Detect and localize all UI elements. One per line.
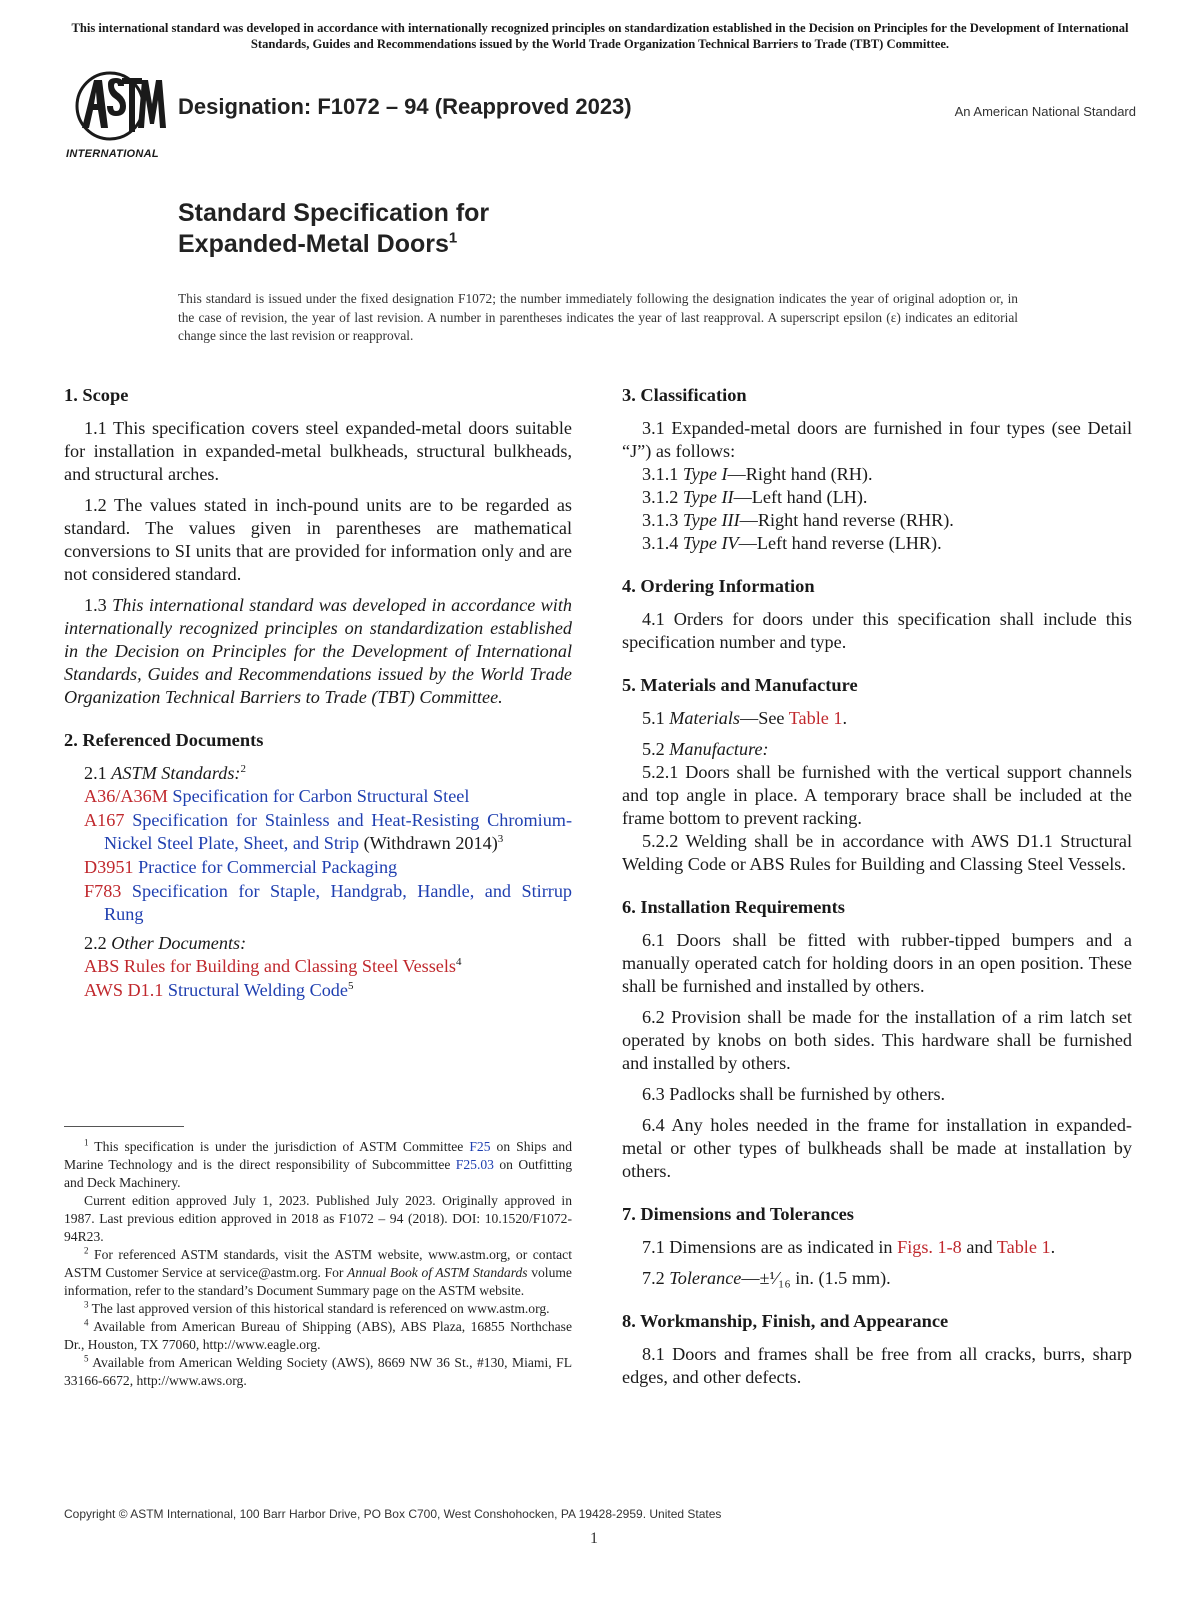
- paragraph-2-1-number: 2.1: [84, 763, 107, 783]
- footnote-mark-2: 2: [240, 762, 246, 775]
- type-4: [622, 532, 1132, 555]
- section-7-heading: 7. Dimensions and Tolerances: [622, 1204, 854, 1224]
- reference-title-link[interactable]: Structural Welding Code: [167, 980, 348, 1000]
- footnote-3: [64, 1300, 572, 1318]
- paragraph-1-3: [64, 594, 572, 709]
- section-8-heading: 8. Workmanship, Finish, and Appearance: [622, 1311, 949, 1331]
- committee-f25-link[interactable]: F25: [469, 1139, 491, 1154]
- footnote-mark-3: 3: [497, 832, 504, 845]
- section-1-heading: 1. Scope: [64, 385, 129, 405]
- reference-f783: [64, 880, 572, 926]
- reference-aws: [64, 979, 572, 1002]
- reference-title-link[interactable]: Specification for Stainless and Heat-Resisting Chromium-Nickel Steel Plate, Sheet, and Strip: [104, 810, 573, 853]
- footnote-divider: [64, 1126, 184, 1127]
- astm-logo: [64, 68, 174, 168]
- reference-a36: [64, 785, 572, 808]
- type-name: Type IV: [682, 533, 739, 553]
- paragraph-7-1-end: .: [1050, 1237, 1056, 1257]
- paragraph-2-2: [64, 932, 572, 955]
- designation: Designation: F1072 – 94 (Reapproved 2023): [178, 94, 632, 119]
- title-line-2: Expanded-Metal Doors: [178, 230, 449, 258]
- copyright: Copyright © ASTM International, 100 Barr Harbor Drive, PO Box C700, West Conshohocken, PA 19428-2959. United States: [64, 1507, 722, 1521]
- type-description: —Left hand (LH).: [733, 487, 868, 507]
- footnote-4: [64, 1318, 572, 1354]
- reference-code-link[interactable]: A167: [84, 810, 125, 830]
- type-description: —Right hand (RH).: [727, 464, 873, 484]
- paragraph-1-3-text: This international standard was developed in accordance with internationally recognized principles on standardization established in the Decision on Principles for the Development of International Standards, Guides and Recommendations issued by the World Trade Organization Technical Barriers to Trade (TBT) Committee.: [64, 595, 573, 707]
- paragraph-6-2: 6.2 Provision shall be made for the installation of a rim latch set operated by knobs on both sides. This hardware shall be furnished and installed by others.: [622, 1007, 1132, 1073]
- footnote-1-text: This specification is under the jurisdiction of ASTM Committee: [94, 1139, 470, 1154]
- footnote-5: [64, 1354, 572, 1390]
- footnote-1-text-3: on Outfitting and Deck Machinery.: [64, 1157, 572, 1190]
- logo-subtitle: INTERNATIONAL: [66, 148, 159, 160]
- paragraph-7-1: [622, 1236, 1132, 1259]
- type-description: —Right hand reverse (RHR).: [739, 510, 954, 530]
- footnote-2-mark: 2: [84, 1245, 89, 1256]
- paragraph-7-2-text: —±¹⁄₁₆ in. (1.5 mm).: [741, 1268, 891, 1288]
- footnote-1-mark: 1: [84, 1137, 89, 1148]
- type-name: Type I: [682, 464, 728, 484]
- figs-link[interactable]: Figs. 1-8: [897, 1237, 962, 1257]
- paragraph-5-2-2: 5.2.2 Welding shall be in accordance with AWS D1.1 Structural Welding Code or ABS Rules for Building and Classing Steel Vessels.: [622, 831, 1132, 874]
- paragraph-1-2: 1.2 The values stated in inch-pound units are to be regarded as standard. The values given in parentheses are mathematical conversions to SI units that are provided for information only and are not considered standard.: [64, 495, 572, 584]
- paragraph-2-1: [64, 762, 572, 785]
- page-number: 1: [590, 1530, 598, 1547]
- paragraph-5-1-end: .: [842, 708, 848, 728]
- reference-code-link[interactable]: AWS D1.1: [84, 980, 164, 1000]
- paragraph-2-2-number: 2.2: [84, 933, 107, 953]
- footnote-1-edition: Current edition approved July 1, 2023. Published July 2023. Originally approved in 1987. Last previous edition approved in 2018 as F1072 – 94 (2018). DOI: 10.1520/F1072-94R23.: [64, 1193, 572, 1244]
- preamble: This standard is issued under the fixed designation F1072; the number immediately following the designation indicates the year of original adoption or, in the case of revision, the year of last revision. A number in parentheses indicates the year of last reapproval. A superscript epsilon (ε) indicates an editorial change since the last revision or reapproval.: [178, 291, 1018, 343]
- footnote-5-mark: 5: [84, 1353, 89, 1364]
- type-number: 3.1.4: [642, 533, 679, 553]
- paragraph-5-2-label: Manufacture:: [669, 739, 769, 759]
- type-name: Type II: [682, 487, 734, 507]
- type-3: [622, 509, 1132, 532]
- right-column: [622, 384, 1132, 1397]
- title-footnote-mark: 1: [448, 229, 458, 247]
- wto-notice: This international standard was developed in accordance with internationally recognized principles on standardization established in the Decision on Principles for the Development of International Standards, Guides and Recommendations issued by the World Trade Organization Technical Barriers to Trade (TBT) Committee.: [71, 21, 1129, 51]
- paragraph-5-2-number: 5.2: [642, 739, 665, 759]
- footnote-1-text-2: on Ships and Marine Technology and is the direct responsibility of Subcommittee: [64, 1139, 573, 1172]
- paragraph-5-2: [622, 738, 1132, 761]
- footnote-2-italic: Annual Book of ASTM Standards: [347, 1265, 528, 1280]
- paragraph-7-1-and: and: [961, 1237, 997, 1257]
- type-name: Type III: [682, 510, 740, 530]
- type-number: 3.1.1: [642, 464, 679, 484]
- paragraph-6-4: 6.4 Any holes needed in the frame for installation in expanded-metal or other types of bulkheads shall be made at installation by others.: [622, 1115, 1132, 1181]
- reference-title-link[interactable]: Specification for Carbon Structural Steel: [172, 786, 470, 806]
- reference-title-link[interactable]: Practice for Commercial Packaging: [138, 857, 398, 877]
- footnote-2: [64, 1246, 572, 1300]
- paragraph-5-1-label: Materials: [669, 708, 741, 728]
- paragraph-1-1: 1.1 This specification covers steel expanded-metal doors suitable for installation in expanded-metal bulkheads, structural bulkheads, and structural arches.: [64, 418, 572, 484]
- table-1-link[interactable]: Table 1: [788, 708, 843, 728]
- reference-a167: [64, 809, 572, 855]
- reference-abs: [64, 955, 572, 978]
- type-1: [622, 463, 1132, 486]
- reference-code-link[interactable]: D3951: [84, 857, 134, 877]
- document-title: [178, 198, 489, 260]
- paragraph-1-3-number: 1.3: [84, 595, 107, 615]
- subcommittee-f2503-link[interactable]: F25.03: [455, 1157, 494, 1172]
- footnote-2-text-2: volume information, refer to the standard’s Document Summary page on the ASTM website.: [64, 1265, 572, 1298]
- reference-withdrawn-note: (Withdrawn 2014): [359, 833, 498, 853]
- footnote-4-text: Available from American Bureau of Shipping (ABS), ABS Plaza, 16855 Northchase Dr., Houston, TX 77060, http://www.eagle.org.: [64, 1319, 572, 1352]
- section-6-heading: 6. Installation Requirements: [622, 897, 845, 917]
- type-description: —Left hand reverse (LHR).: [738, 533, 942, 553]
- paragraph-8-1: 8.1 Doors and frames shall be free from all cracks, burrs, sharp edges, and other defects.: [622, 1344, 1132, 1387]
- paragraph-7-2-number: 7.2: [642, 1268, 665, 1288]
- footnote-mark-4: 4: [456, 955, 462, 968]
- footnote-4-mark: 4: [84, 1317, 89, 1328]
- paragraph-7-2: [622, 1267, 1132, 1290]
- section-5-heading: 5. Materials and Manufacture: [622, 675, 858, 695]
- paragraph-2-1-text: ASTM Standards:: [111, 763, 241, 783]
- reference-title-link[interactable]: Specification for Staple, Handgrab, Handle, and Stirrup Rung: [104, 881, 573, 924]
- type-2: [622, 486, 1132, 509]
- section-2-heading: 2. Referenced Documents: [64, 730, 264, 750]
- type-number: 3.1.2: [642, 487, 679, 507]
- reference-code-link[interactable]: F783: [84, 881, 122, 901]
- type-number: 3.1.3: [642, 510, 679, 530]
- paragraph-5-1-text: —See: [740, 708, 789, 728]
- footnote-3-text: The last approved version of this historical standard is referenced on www.astm.org.: [91, 1301, 550, 1316]
- paragraph-7-2-label: Tolerance: [669, 1268, 742, 1288]
- footnotes: [64, 1138, 572, 1390]
- footnote-mark-5: 5: [347, 979, 354, 992]
- reference-code-link[interactable]: A36/A36M: [84, 786, 168, 806]
- paragraph-6-3: 6.3 Padlocks shall be furnished by others.: [642, 1084, 946, 1104]
- footnote-3-mark: 3: [84, 1299, 89, 1310]
- paragraph-2-2-text: Other Documents:: [111, 933, 247, 953]
- footnote-5-text: Available from American Welding Society (AWS), 8669 NW 36 St., #130, Miami, FL 33166-6672, http://www.aws.org.: [64, 1355, 572, 1388]
- paragraph-4-1: 4.1 Orders for doors under this specification shall include this specification number and type.: [622, 609, 1132, 652]
- reference-d3951: [64, 856, 572, 879]
- footnote-1: [64, 1138, 572, 1192]
- section-4-heading: 4. Ordering Information: [622, 576, 815, 596]
- paragraph-3-1: 3.1 Expanded-metal doors are furnished in four types (see Detail “J”) as follows:: [622, 418, 1132, 461]
- footnote-2-text: For referenced ASTM standards, visit the ASTM website, www.astm.org, or contact ASTM Customer Service at service@astm.org. For: [64, 1247, 572, 1280]
- reference-code-link[interactable]: ABS Rules for Building and Classing Steel Vessels: [84, 956, 457, 976]
- title-line-1: Standard Specification for: [178, 199, 490, 227]
- paragraph-6-1: 6.1 Doors shall be fitted with rubber-tipped bumpers and a manually operated catch for holding doors in an open position. These shall be furnished and installed by others.: [622, 930, 1132, 996]
- paragraph-7-1-text: 7.1 Dimensions are as indicated in: [642, 1237, 898, 1257]
- paragraph-5-1-number: 5.1: [642, 708, 665, 728]
- table-1-link[interactable]: Table 1: [996, 1237, 1051, 1257]
- left-column: [64, 384, 572, 1003]
- american-national-standard: An American National Standard: [954, 104, 1136, 119]
- paragraph-5-1: [622, 707, 1132, 730]
- paragraph-5-2-1: 5.2.1 Doors shall be furnished with the vertical support channels and top angle in place. A temporary brace shall be included at the frame bottom to prevent racking.: [622, 762, 1132, 828]
- section-3-heading: 3. Classification: [622, 385, 747, 405]
